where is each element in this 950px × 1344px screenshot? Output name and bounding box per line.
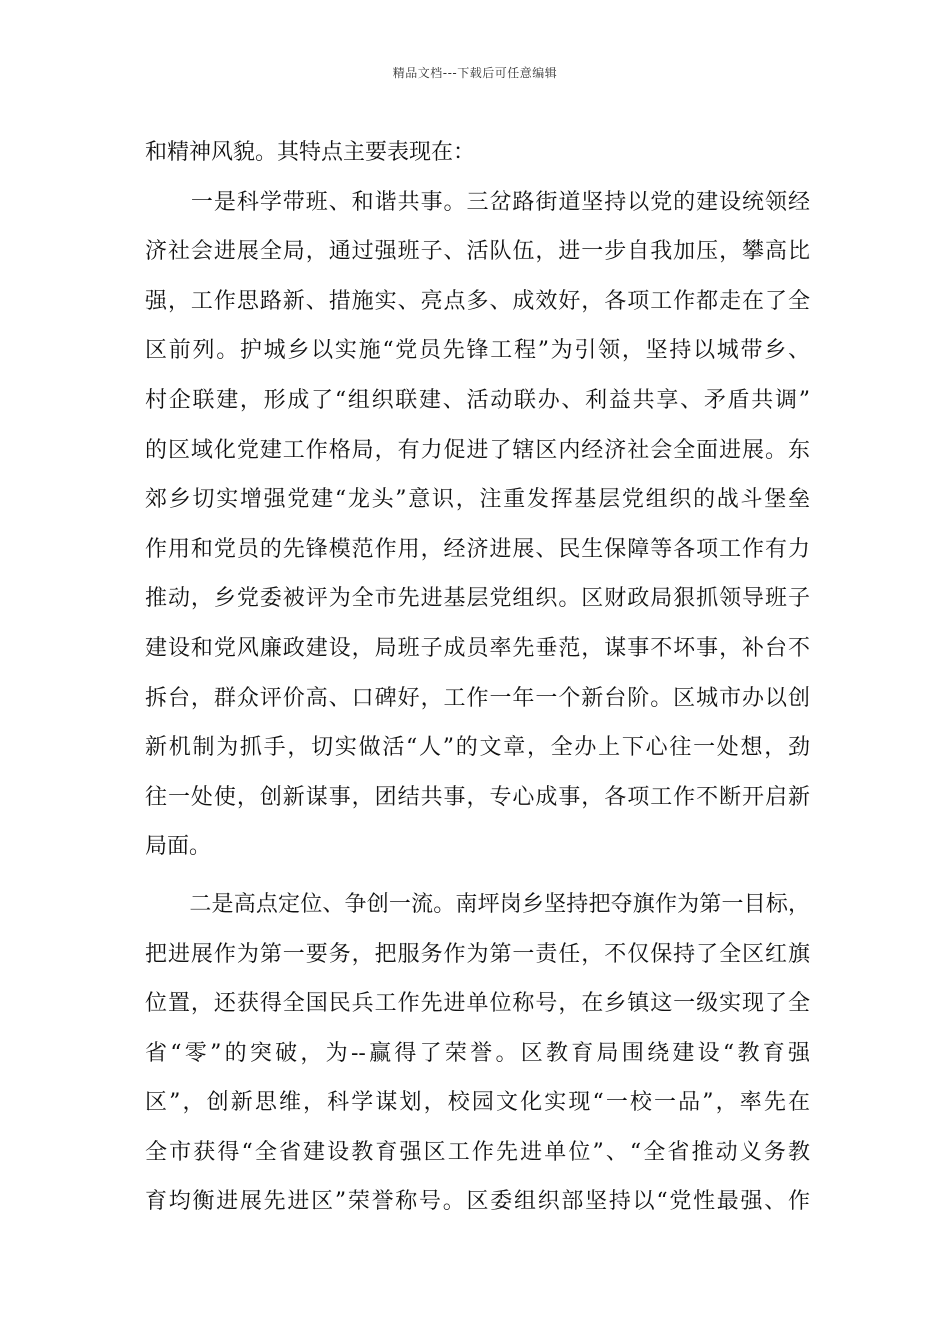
text-line: 一是科学带班、和谐共事。三岔路街道坚持以党的建设统领经 [145,189,810,215]
text-line: 育均衡进展先进区”荣誉称号。区委组织部坚持以“党性最强、作 [145,1189,810,1215]
text-line: 全市获得“全省建设教育强区工作先进单位”、“全省推动义务教 [145,1139,810,1165]
document-body [145,128,810,1227]
text-line: 位置，还获得全国民兵工作先进单位称号，在乡镇这一级实现了全 [145,991,810,1017]
page-header: 精品文档---下载后可任意编辑 [392,66,558,80]
text-line: 区前列。护城乡以实施“党员先锋工程”为引领，坚持以城带乡、 [145,338,810,364]
text-line: 往一处使，创新谋事，团结共事，专心成事，各项工作不断开启新 [145,784,810,810]
paragraph-gap [145,872,810,880]
text-line: 建设和党风廉政建设，局班子成员率先垂范，谋事不坏事，补台不 [145,635,810,661]
text-line: 省“零”的突破，为--赢得了荣誉。区教育局围绕建设“教育强 [145,1040,810,1066]
text-line: 拆台，群众评价高、口碑好，工作一年一个新台阶。区城市办以创 [145,685,810,711]
text-line: 的区域化党建工作格局，有力促进了辖区内经济社会全面进展。东 [145,437,810,463]
text-line: 区”，创新思维，科学谋划，校园文化实现“一校一品”，率先在 [145,1090,810,1116]
text-line: 济社会进展全局，通过强班子、活队伍，进一步自我加压，攀高比 [145,239,810,265]
text-line: 作用和党员的先锋模范作用，经济进展、民生保障等各项工作有力 [145,536,810,562]
text-line: 二是高点定位、争创一流。南坪岗乡坚持把夺旗作为第一目标， [145,891,810,917]
text-line: 新机制为抓手，切实做活“人”的文章，全办上下心往一处想，劲 [145,735,810,761]
text-line: 局面。 [145,834,212,860]
text-line: 把进展作为第一要务，把服务作为第一责任，不仅保持了全区红旗 [145,941,810,967]
text-line: 村企联建，形成了“组织联建、活动联办、利益共享、矛盾共调” [145,387,810,413]
text-line: 和精神风貌。其特点主要表现在： [145,140,476,165]
text-line: 郊乡切实增强党建“龙头”意识，注重发挥基层党组织的战斗堡垒 [145,487,810,513]
text-line: 推动，乡党委被评为全市先进基层党组织。区财政局狠抓领导班子 [145,586,810,612]
text-line: 强，工作思路新、措施实、亮点多、成效好，各项工作都走在了全 [145,288,810,314]
